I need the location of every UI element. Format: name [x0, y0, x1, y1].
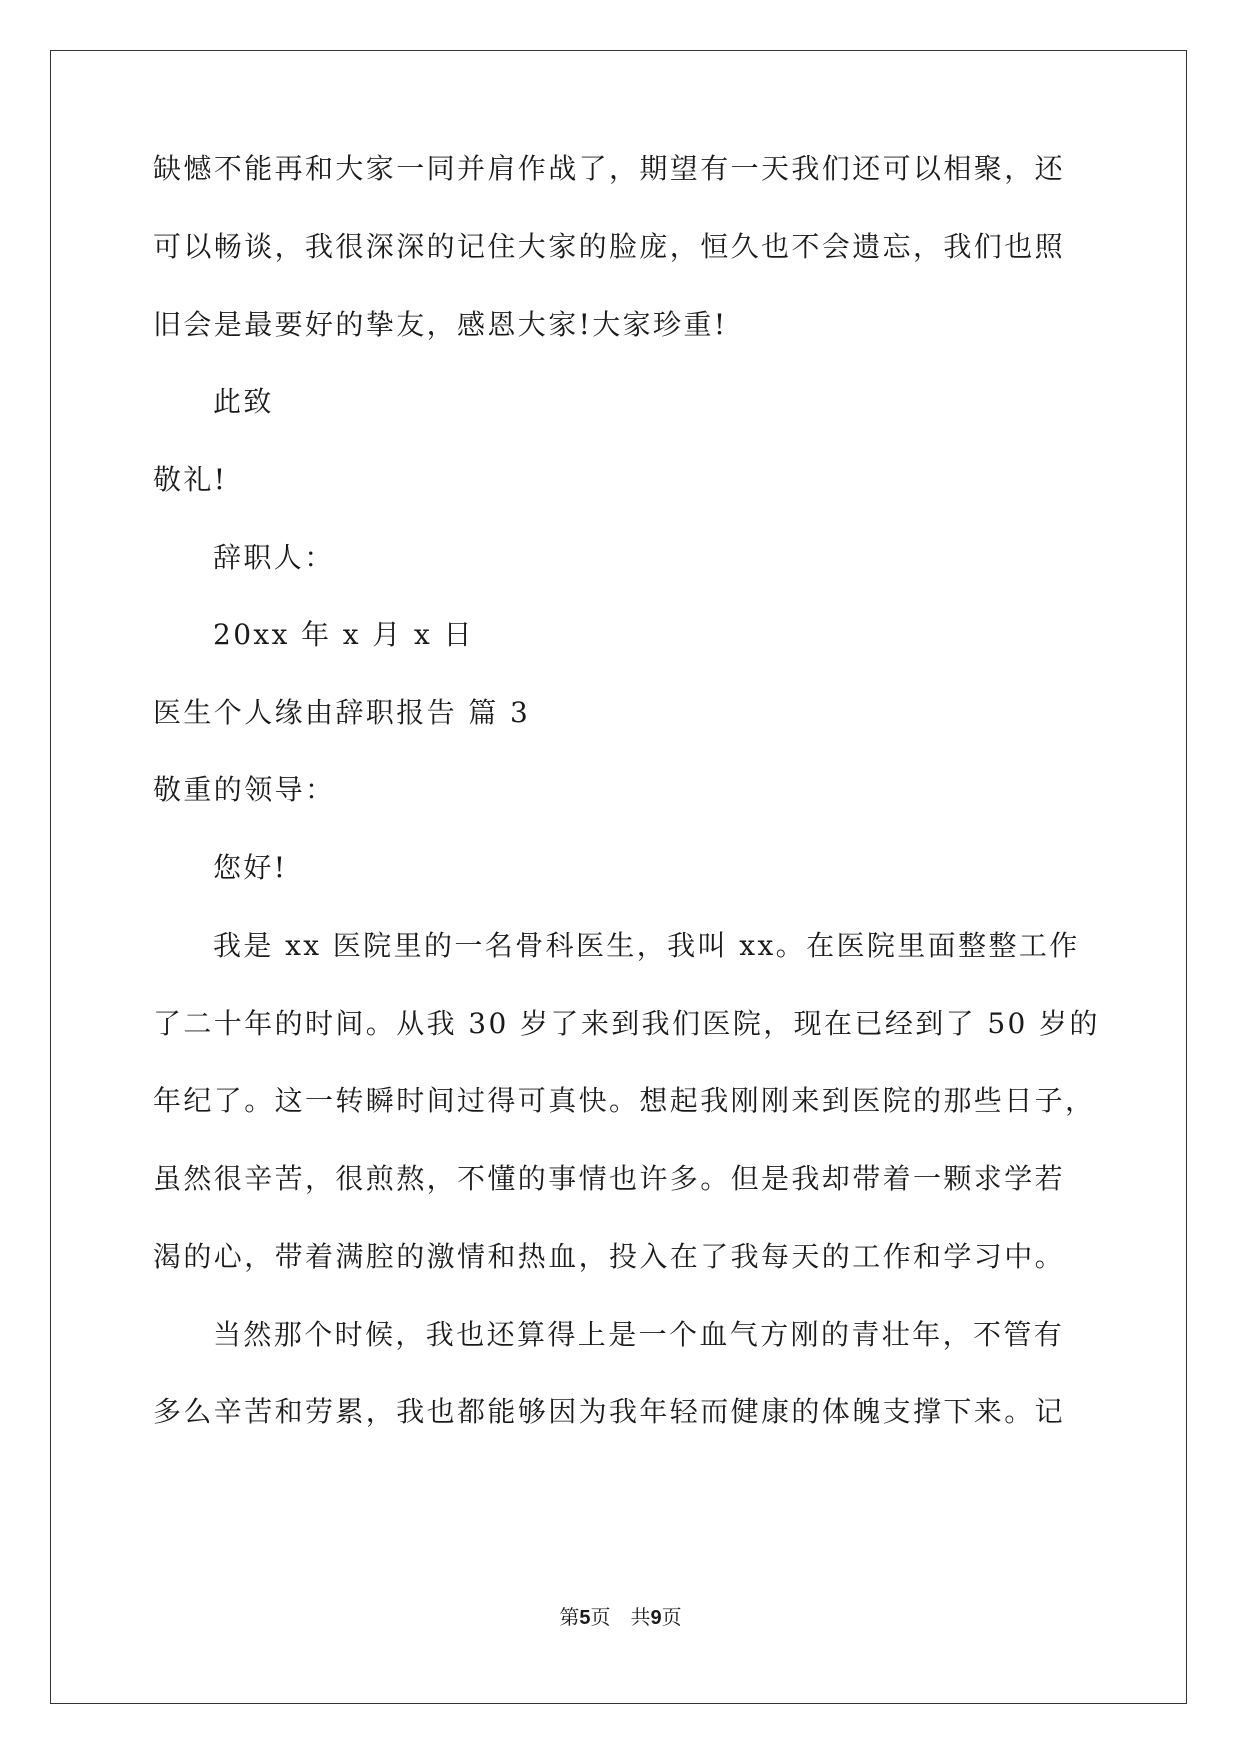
body-line: 当然那个时候，我也还算得上是一个血气方刚的青壮年，不管有	[213, 1318, 1065, 1351]
body-line: 渴的心，带着满腔的激情和热血，投入在了我每天的工作和学习中。	[153, 1240, 1066, 1273]
total-pages-number: 9	[650, 1607, 662, 1629]
body-line: 了二十年的时间。从我 30 岁了来到我们医院，现在已经到了 50 岁的	[153, 1007, 1100, 1040]
closing-phrase: 此致	[213, 385, 274, 418]
body-line: 虽然很辛苦，很煎熬，不懂的事情也许多。但是我却带着一颗求学若	[153, 1162, 1066, 1195]
body-line: 缺憾不能再和大家一同并肩作战了，期望有一天我们还可以相聚，还	[153, 152, 1066, 185]
page-footer	[0, 1603, 1241, 1632]
footer-total-prefix: 共	[630, 1605, 651, 1629]
footer-prefix: 第	[559, 1605, 580, 1629]
greeting-recipient: 敬重的领导：	[153, 773, 336, 806]
body-line: 可以畅谈，我很深深的记住大家的脸庞，恒久也不会遗忘，我们也照	[153, 230, 1066, 263]
footer-page-word: 页	[590, 1605, 611, 1629]
body-line: 旧会是最要好的挚友，感恩大家!大家珍重!	[153, 308, 728, 341]
footer-total-suffix: 页	[661, 1605, 682, 1629]
signature-label: 辞职人：	[213, 541, 335, 574]
body-line: 多么辛苦和劳累，我也都能够因为我年轻而健康的体魄支撑下来。记	[153, 1395, 1066, 1428]
date-line: 20xx 年 x 月 x 日	[213, 618, 474, 651]
section-title: 医生个人缘由辞职报告 篇 3	[153, 696, 531, 729]
body-line: 我是 xx 医院里的一名骨科医生，我叫 xx。在医院里面整整工作	[213, 929, 1080, 962]
salutation-closing: 敬礼!	[153, 463, 228, 496]
current-page-number: 5	[579, 1607, 591, 1629]
body-line: 年纪了。这一转瞬时间过得可真快。想起我刚刚来到医院的那些日子，	[153, 1084, 1096, 1117]
greeting: 您好!	[213, 851, 288, 884]
